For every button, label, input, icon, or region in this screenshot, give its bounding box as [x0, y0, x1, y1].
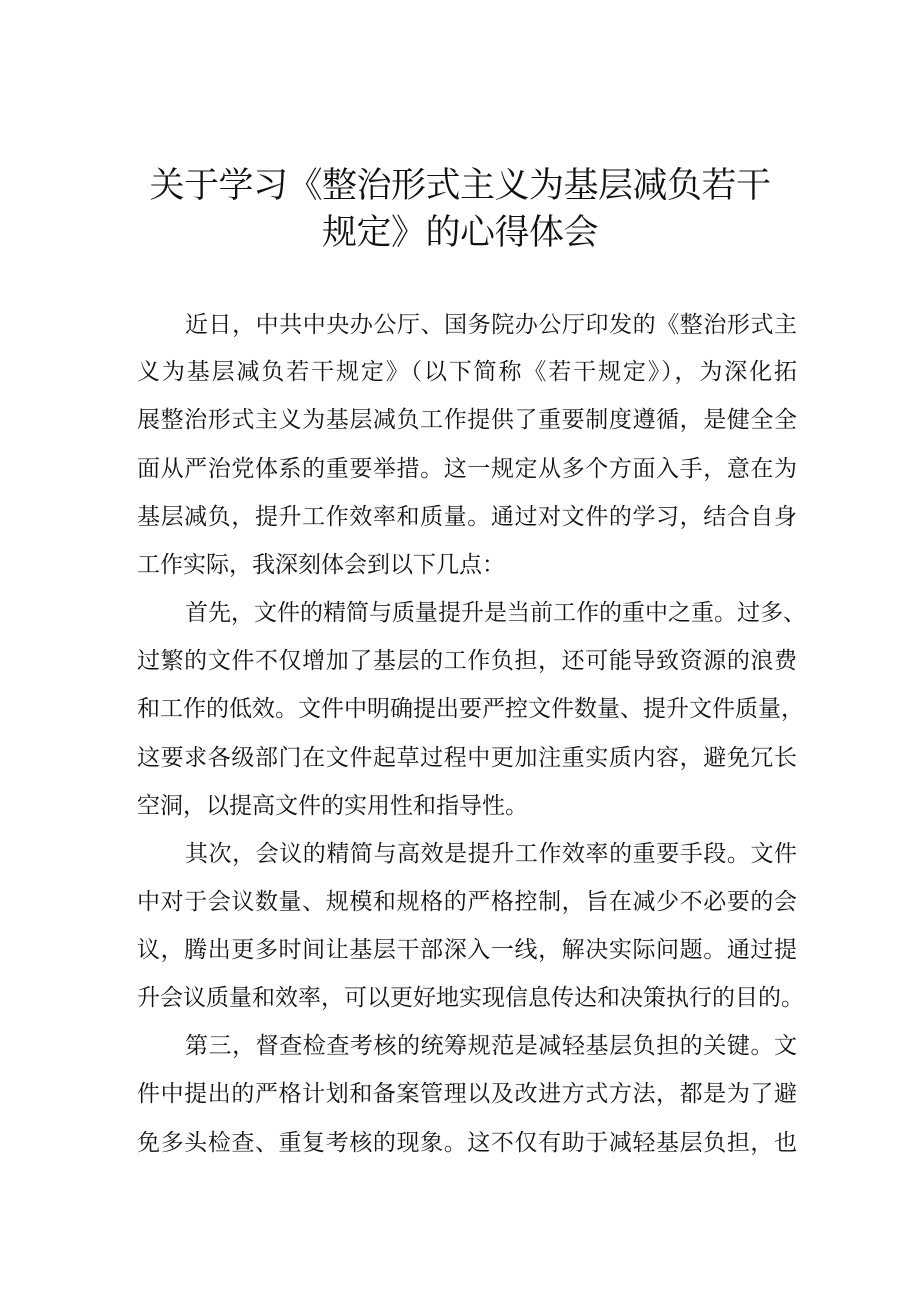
paragraph-line: 工作实际，我深刻体会到以下几点： [137, 552, 505, 578]
document-title-line-2: 规定》的心得体会 [321, 213, 598, 253]
paragraph-line: 义为基层减负若干规定》（以下简称《若干规定》），为深化拓 [137, 359, 797, 385]
paragraph-line: 这要求各级部门在文件起草过程中更加注重实质内容，避免冗长 [137, 745, 797, 771]
paragraph-line: 升会议质量和效率，可以更好地实现信息传达和决策执行的目的。 [137, 985, 804, 1011]
paragraph-line: 和工作的低效。文件中明确提出要严控文件数量、提升文件质量， [137, 696, 804, 722]
paragraph-line: 其次，会议的精简与高效是提升工作效率的重要手段。文件 [185, 841, 797, 867]
paragraph-line: 首先，文件的精简与质量提升是当前工作的重中之重。过多、 [185, 600, 806, 626]
paragraph-line: 中对于会议数量、规模和规格的严格控制，旨在减少不必要的会 [137, 889, 797, 915]
paragraph-line: 件中提出的严格计划和备案管理以及改进方式方法，都是为了避 [137, 1081, 797, 1107]
paragraph-line: 基层减负，提升工作效率和质量。通过对文件的学习，结合自身 [137, 504, 797, 530]
paragraph-line: 空洞，以提高文件的实用性和指导性。 [137, 793, 528, 819]
paragraph-line: 免多头检查、重复考核的现象。这不仅有助于减轻基层负担，也 [137, 1130, 797, 1156]
paragraph-line: 过繁的文件不仅增加了基层的工作负担，还可能导致资源的浪费 [137, 648, 797, 674]
paragraph-line: 第三，督查检查考核的统筹规范是减轻基层负担的关键。文 [185, 1033, 797, 1059]
paragraph-line: 近日，中共中央办公厅、国务院办公厅印发的《整治形式主 [185, 312, 797, 338]
paragraph-line: 面从严治党体系的重要举措。这一规定从多个方面入手，意在为 [137, 456, 797, 482]
paragraph-line: 展整治形式主义为基层减负工作提供了重要制度遵循，是健全全 [137, 407, 797, 433]
document-title-line-1: 关于学习《整治形式主义为基层减负若干 [149, 166, 771, 206]
paragraph-line: 议，腾出更多时间让基层干部深入一线，解决实际问题。通过提 [137, 937, 797, 963]
